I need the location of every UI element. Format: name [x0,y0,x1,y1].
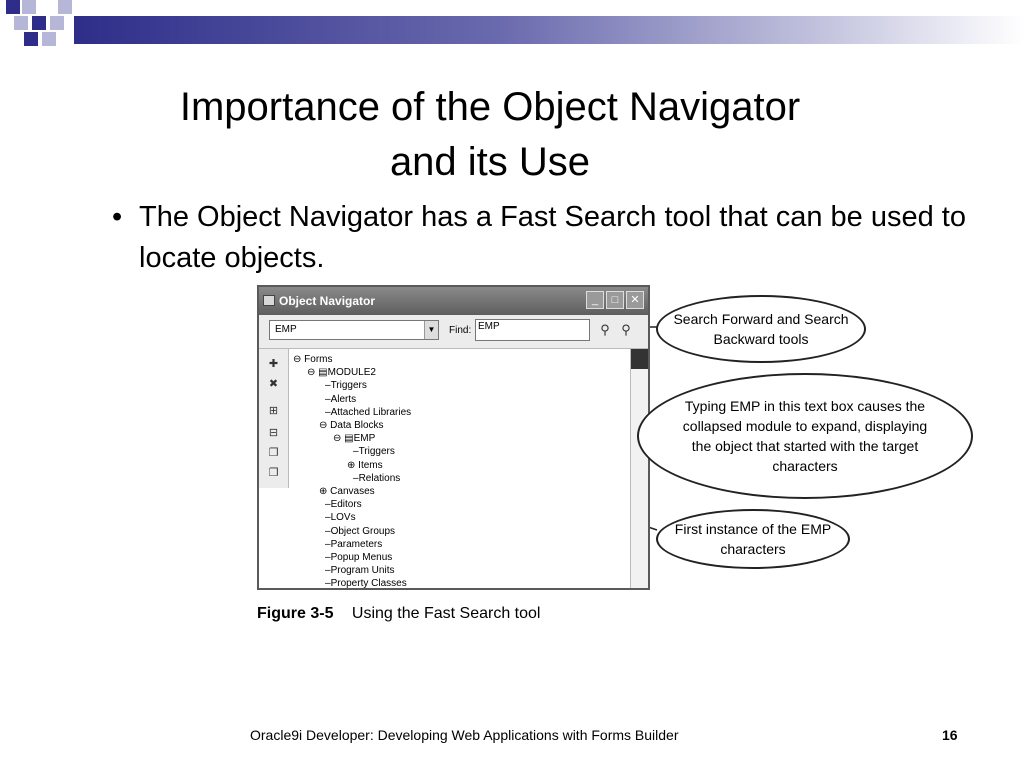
module-combo[interactable] [269,320,439,340]
page-number: 16 [942,727,958,743]
scrollbar-thumb[interactable] [631,349,648,369]
header-square [32,16,46,30]
tree-node[interactable]: ⊖ Forms [293,354,333,365]
create-icon[interactable]: ✚ [268,358,279,370]
close-button[interactable]: ✕ [626,291,644,309]
chevron-down-icon[interactable]: ▼ [424,321,438,339]
slide-title [0,80,980,190]
find-label: Find: [449,325,472,336]
tree-node[interactable]: ⊖ ▤MODULE2 [307,367,376,379]
callout-typing-emp: Typing EMP in this text box causes the collapsed module to expand, displaying the object that started with the target characters [637,373,973,499]
bullet-point [112,197,972,279]
object-tree [293,353,411,590]
title-line-2: and its Use [389,140,591,184]
header-square [24,32,38,46]
tree-node[interactable]: –Relations [353,472,401,484]
figure-caption-text: Using the Fast Search tool [351,605,541,622]
tree-node[interactable]: –Property Classes [325,578,407,590]
header-square [6,0,20,14]
window-title: Object Navigator [279,294,376,308]
title-line-1: Importance of the Object Navigator [179,85,801,129]
header-square [14,16,28,30]
callout-search-tools: Search Forward and Search Backward tools [656,295,866,363]
tree-node[interactable]: ⊖ ▤EMP [333,433,376,445]
delete-icon[interactable]: ✖ [268,378,279,390]
header-square [22,0,36,14]
header-square [58,0,72,14]
window-app-icon [263,295,275,306]
combo-value: EMP [275,324,297,335]
collapse-all-icon[interactable]: ❐ [268,467,279,479]
header-gradient-bar [74,16,1024,44]
tree-node[interactable]: ⊕ Canvases [319,486,375,498]
minimize-button[interactable]: _ [586,291,604,309]
tree-node[interactable]: –LOVs [325,512,356,524]
tree-node[interactable]: –Editors [325,499,362,511]
expand-all-icon[interactable]: ❐ [268,447,279,459]
search-backward-icon[interactable]: ⚲ [621,322,631,337]
header-square [50,16,64,30]
tree-node[interactable]: –Triggers [325,380,367,392]
object-navigator-window[interactable] [257,285,650,590]
tree-node[interactable]: ⊖ Data Blocks [319,420,384,432]
maximize-button[interactable]: □ [606,291,624,309]
callout-first-instance: First instance of the EMP characters [656,509,850,569]
tree-node[interactable]: –Parameters [325,538,383,550]
collapse-icon[interactable]: ⊟ [268,427,279,439]
figure-caption [257,605,540,623]
figure [257,285,977,630]
tree-node[interactable]: –Attached Libraries [325,406,412,418]
bullet-text: The Object Navigator has a Fast Search tool that can be used to locate objects. [139,201,966,274]
bullet-dot-icon: • [112,201,123,233]
tree-node[interactable]: –Popup Menus [325,552,393,564]
navigator-toolbar [259,315,648,349]
slide-footer: Oracle9i Developer: Developing Web Applications with Forms Builder [250,727,679,743]
tree-node[interactable]: –Object Groups [325,525,396,537]
find-input[interactable]: EMP [475,319,590,341]
tree-node[interactable]: –Alerts [325,393,357,405]
vertical-scrollbar[interactable] [630,349,648,590]
vertical-toolbar [259,349,289,488]
expand-icon[interactable]: ⊞ [268,405,279,417]
header-square [42,32,56,46]
tree-node[interactable]: –Triggers [353,446,395,458]
tree-node[interactable]: –Program Units [325,565,395,577]
tree-node[interactable]: ⊕ Items [347,459,383,471]
figure-number: Figure 3-5 [257,605,334,622]
search-forward-icon[interactable]: ⚲ [600,322,610,337]
